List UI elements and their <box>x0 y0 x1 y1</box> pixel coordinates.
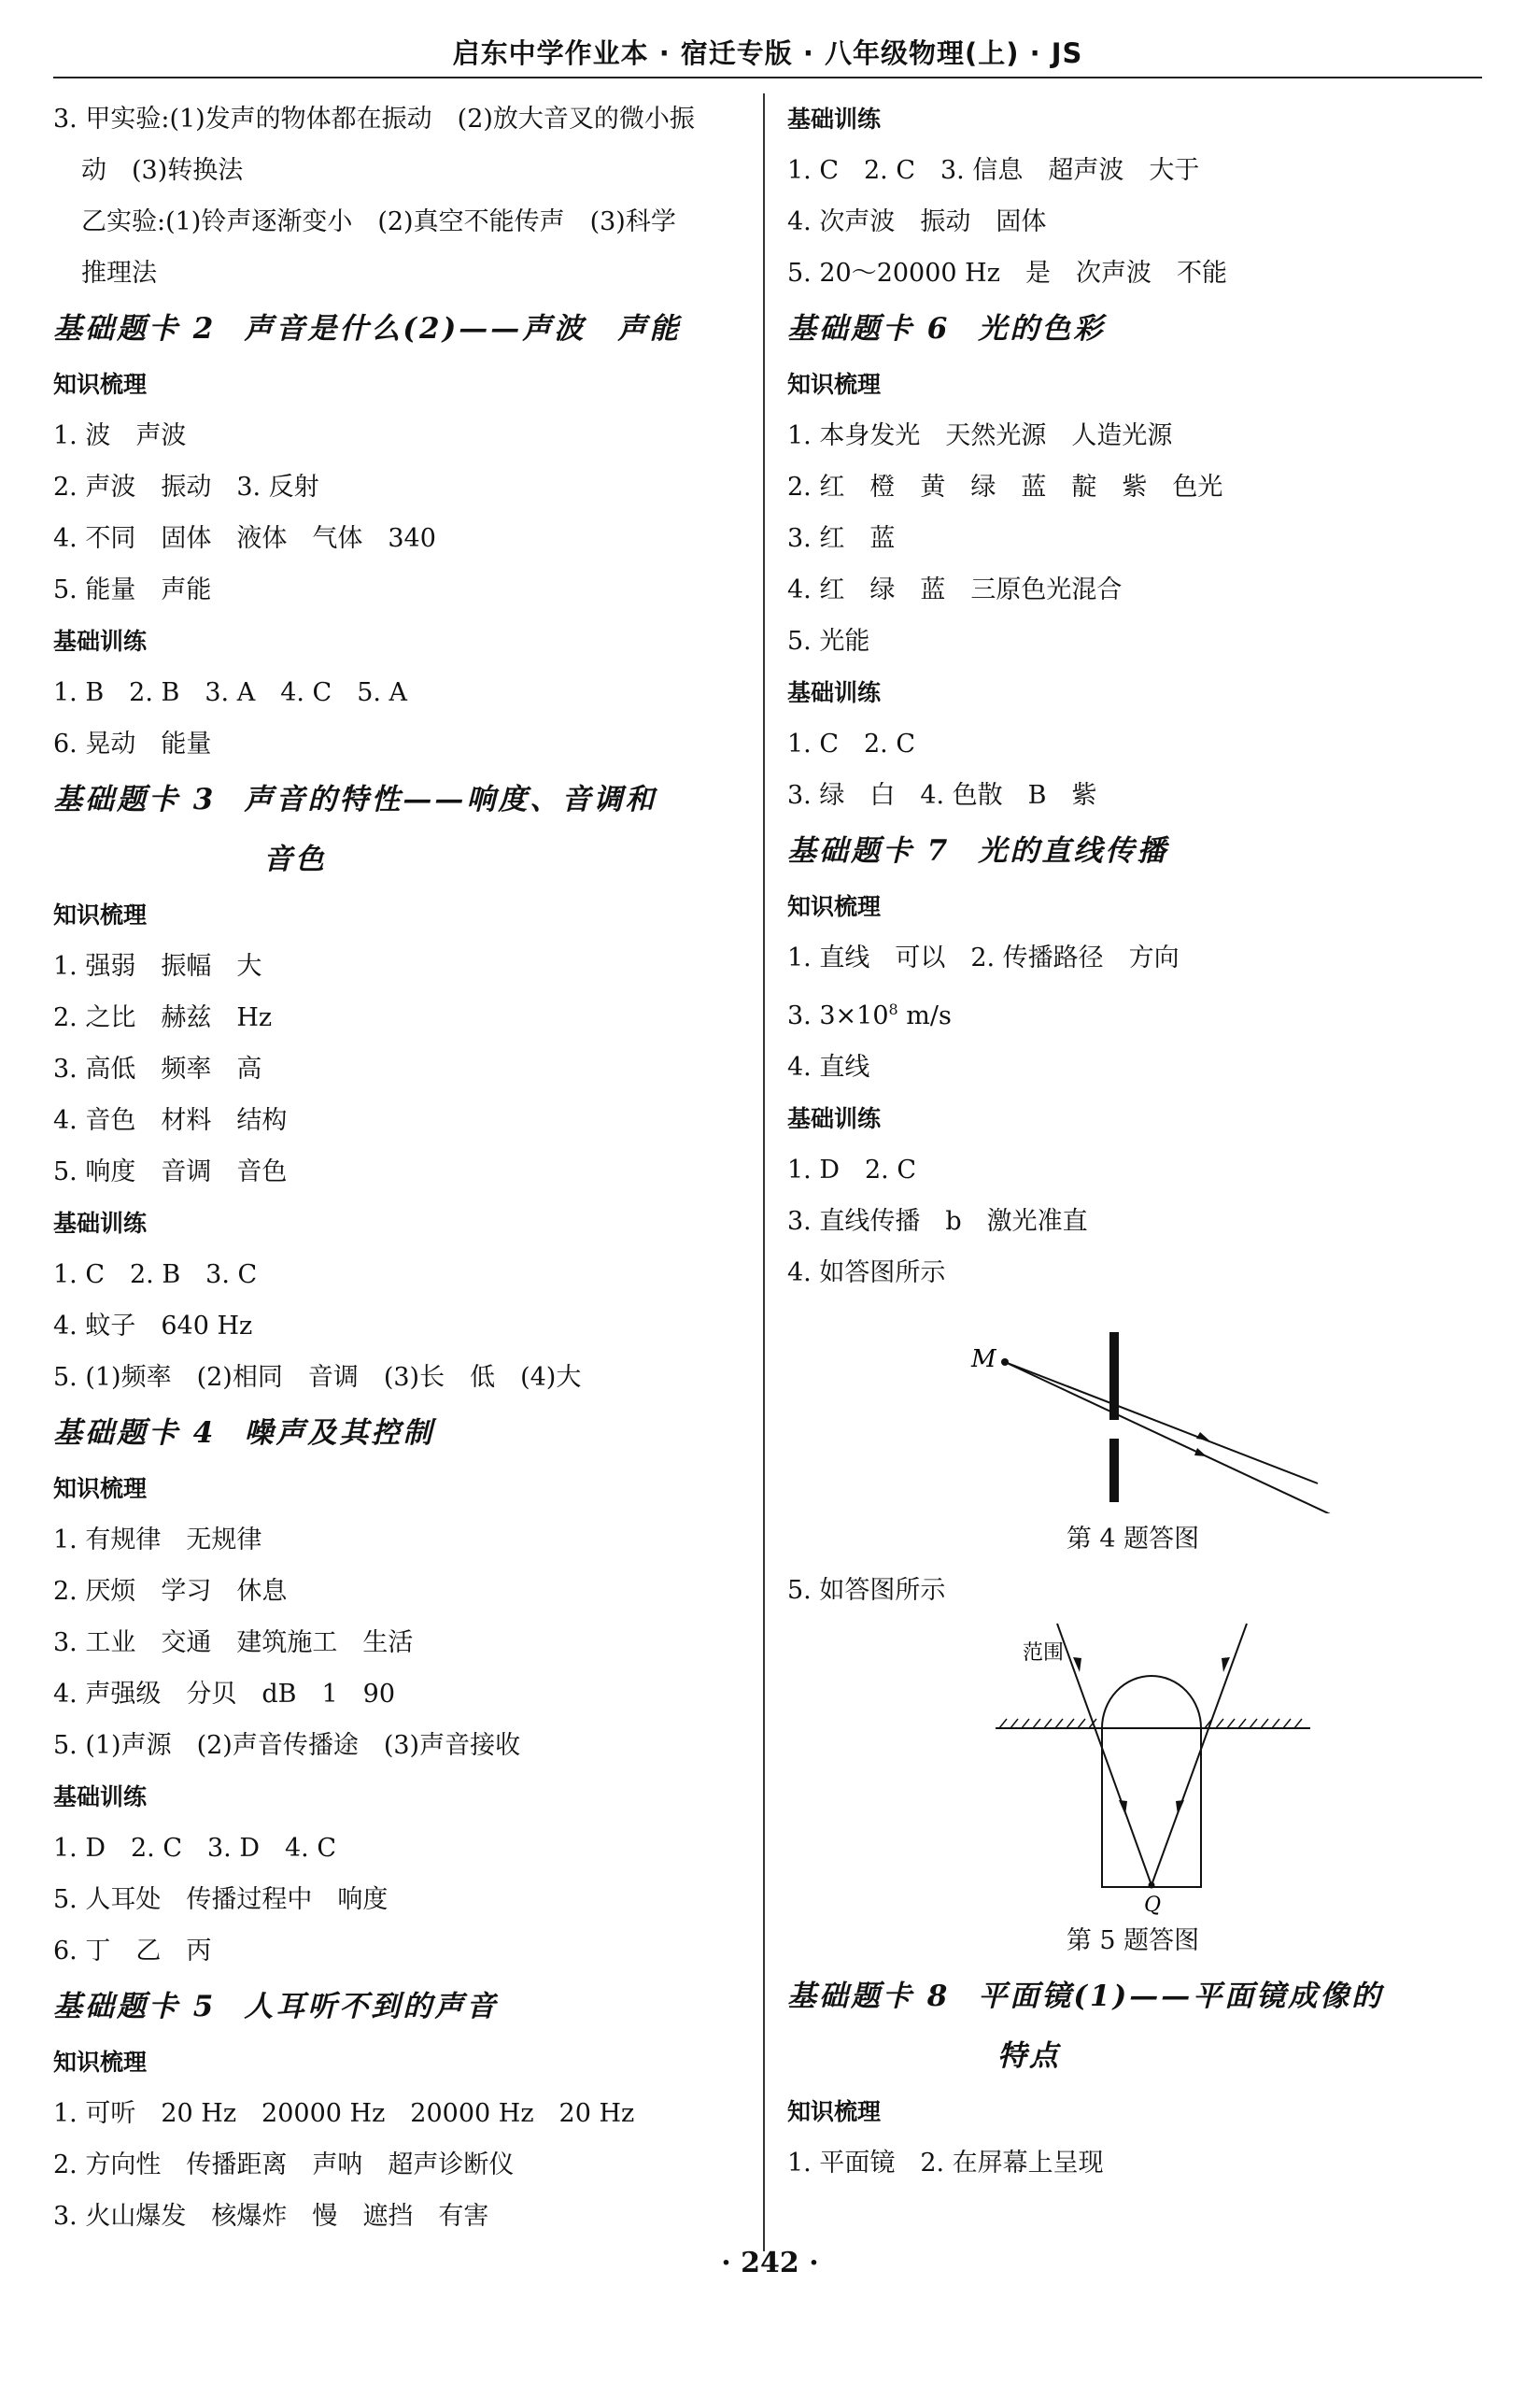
point-q-dot <box>1149 1882 1155 1889</box>
answer-line: 5. 20～20000 Hz 是 次声波 不能 <box>787 259 1227 288</box>
answer-line: 4. 不同 固体 液体 气体 340 <box>53 524 436 553</box>
section-title-continued: 音色 <box>263 843 327 876</box>
answer-line: 4. 直线 <box>787 1053 870 1082</box>
answer-line: 2. 红 橙 黄 绿 蓝 靛 紫 色光 <box>787 473 1223 502</box>
ground-hatch-left <box>999 1719 1096 1728</box>
section-heading-card-2 <box>53 299 744 359</box>
arrow-right-top <box>1222 1657 1230 1672</box>
section-title-continued: 特点 <box>997 2039 1061 2073</box>
answer-line: 3. 火山爆发 核爆炸 慢 遮挡 有害 <box>53 2202 489 2231</box>
section-heading-card-3 <box>53 770 744 830</box>
subheading: 知识梳理 <box>787 371 882 398</box>
section-title: 平面镜(1)——平面镜成像的 <box>978 1980 1384 2013</box>
ray-right <box>1151 1624 1247 1885</box>
light-ray-lower <box>1005 1362 1338 1513</box>
section-title: 光的直线传播 <box>978 834 1169 868</box>
subheading: 基础训练 <box>53 1210 148 1237</box>
answer-line: 3. 绿 白 4. 色散 B 紫 <box>787 781 1097 810</box>
answer-line: 4. 声强级 分贝 dB 1 90 <box>53 1680 396 1709</box>
answer-line: 6. 丁 乙 丙 <box>53 1937 212 1965</box>
answer-line: 5. 光能 <box>787 627 870 656</box>
answer-line: 1. C 2. B 3. C <box>53 1260 258 1289</box>
answer-line: 5. 人耳处 传播过程中 响度 <box>53 1885 389 1914</box>
answer-line: 1. D 2. C <box>787 1156 916 1185</box>
header-rule <box>53 77 1482 78</box>
range-label: 范围 <box>1023 1641 1065 1665</box>
section-title: 人耳听不到的声音 <box>244 1990 499 2023</box>
point-q-label: Q <box>1144 1894 1162 1915</box>
light-ray-upper <box>1005 1362 1318 1483</box>
answer-line: 3. 红 蓝 <box>787 524 896 553</box>
answer-line: 5. 能量 声能 <box>53 575 212 604</box>
answer-line: 4. 如答图所示 <box>787 1258 946 1287</box>
speed-exponent: 8 <box>888 1000 898 1018</box>
answer-line: 4. 音色 材料 结构 <box>53 1106 288 1135</box>
answer-line: 4. 蚊子 640 Hz <box>53 1312 253 1341</box>
section-heading-card-4 <box>53 1403 744 1463</box>
answer-line: 1. 波 声波 <box>53 421 187 450</box>
figure-5-diagram <box>787 1616 1478 1915</box>
section-number: 基础题卡 5 <box>53 1990 217 2023</box>
section-title: 声音是什么(2)——声波 声能 <box>244 312 682 346</box>
answer-line: 1. B 2. B 3. A 4. C 5. A <box>53 678 408 707</box>
answer-line: 5. (1)声源 (2)声音传播途 (3)声音接收 <box>53 1731 521 1760</box>
arrow-upper <box>1196 1432 1209 1440</box>
section-number: 基础题卡 8 <box>787 1980 951 2013</box>
answer-line: 5. 如答图所示 <box>787 1576 946 1605</box>
answer-line: 乙实验:(1)铃声逐渐变小 (2)真空不能传声 (3)科学 <box>81 207 676 236</box>
speed-unit: m/s <box>897 1001 952 1030</box>
answer-line: 4. 红 绿 蓝 三原色光混合 <box>787 575 1123 604</box>
answer-line: 3. 工业 交通 建筑施工 生活 <box>53 1628 414 1657</box>
section-title: 声音的特性——响度、音调和 <box>244 783 657 816</box>
range-arc <box>1102 1676 1201 1728</box>
answer-line: 2. 之比 赫兹 Hz <box>53 1003 273 1032</box>
answer-line: 1. 有规律 无规律 <box>53 1525 262 1554</box>
page-number: · 242 · <box>721 2247 819 2279</box>
subheading: 基础训练 <box>53 1783 148 1810</box>
answer-line: 5. 响度 音调 音色 <box>53 1157 288 1186</box>
answer-line: 5. (1)频率 (2)相同 音调 (3)长 低 (4)大 <box>53 1363 582 1392</box>
section-number: 基础题卡 7 <box>787 834 951 868</box>
section-number: 基础题卡 4 <box>53 1416 217 1450</box>
answer-line: 1. 直线 可以 2. 传播路径 方向 <box>787 944 1180 972</box>
answer-line: 2. 厌烦 学习 休息 <box>53 1577 288 1606</box>
answer-line-speed-of-light <box>787 984 1478 1042</box>
right-column <box>787 93 1478 2189</box>
figure-4-caption: 第 4 题答图 <box>1066 1525 1200 1554</box>
section-number: 基础题卡 3 <box>53 783 217 816</box>
section-heading-card-5 <box>53 1977 744 2036</box>
answer-line: 1. 可听 20 Hz 20000 Hz 20000 Hz 20 Hz <box>53 2099 635 2128</box>
page-header: 启东中学作业本 · 宿迁专版 · 八年级物理(上) · JS <box>452 37 1083 69</box>
ground-hatch-right <box>1205 1719 1302 1728</box>
section-title: 光的色彩 <box>978 312 1106 346</box>
speed-base: 3. 3×10 <box>787 1001 889 1030</box>
answer-line: 2. 方向性 传播距离 声呐 超声诊断仪 <box>53 2150 515 2179</box>
subheading: 知识梳理 <box>53 2049 148 2076</box>
answer-line: 2. 声波 振动 3. 反射 <box>53 473 319 502</box>
subheading: 基础训练 <box>787 1105 882 1132</box>
figure-5-caption: 第 5 题答图 <box>1066 1926 1200 1955</box>
section-number: 基础题卡 2 <box>53 312 217 346</box>
subheading: 知识梳理 <box>53 901 148 929</box>
answer-line: 1. 本身发光 天然光源 人造光源 <box>787 421 1173 450</box>
section-heading-card-6 <box>787 299 1478 359</box>
section-heading-card-8 <box>787 1966 1478 2026</box>
section-heading-card-7 <box>787 821 1478 881</box>
answer-line: 4. 次声波 振动 固体 <box>787 207 1047 236</box>
point-m-label: M <box>971 1345 996 1373</box>
answer-line: 1. C 2. C <box>787 730 916 759</box>
answer-line: 3. 直线传播 b 激光准直 <box>787 1207 1088 1236</box>
answer-line: 6. 晃动 能量 <box>53 730 212 759</box>
answer-line: 1. 平面镜 2. 在屏幕上呈现 <box>787 2149 1104 2178</box>
section-number: 基础题卡 6 <box>787 312 951 346</box>
answer-line: 1. 强弱 振幅 大 <box>53 952 262 981</box>
well-outline <box>1102 1728 1201 1887</box>
subheading: 知识梳理 <box>53 371 148 398</box>
section-title: 噪声及其控制 <box>244 1416 435 1450</box>
subheading: 知识梳理 <box>787 2098 882 2125</box>
left-column <box>53 93 744 2242</box>
answer-line: 3. 甲实验:(1)发声的物体都在振动 (2)放大音叉的微小振 <box>53 105 695 134</box>
subheading: 基础训练 <box>787 106 882 133</box>
answer-line: 动 (3)转换法 <box>81 156 244 185</box>
column-divider <box>763 93 765 2251</box>
subheading: 知识梳理 <box>53 1475 148 1502</box>
figure-4-diagram <box>787 1298 1478 1513</box>
arrow-lower <box>1194 1448 1207 1456</box>
subheading: 基础训练 <box>787 679 882 706</box>
answer-line: 推理法 <box>81 259 157 288</box>
ray-left <box>1057 1624 1151 1885</box>
answer-line: 1. D 2. C 3. D 4. C <box>53 1834 336 1863</box>
subheading: 知识梳理 <box>787 893 882 920</box>
answer-line: 1. C 2. C 3. 信息 超声波 大于 <box>787 156 1200 185</box>
subheading: 基础训练 <box>53 628 148 655</box>
answer-line: 3. 高低 频率 高 <box>53 1055 262 1084</box>
